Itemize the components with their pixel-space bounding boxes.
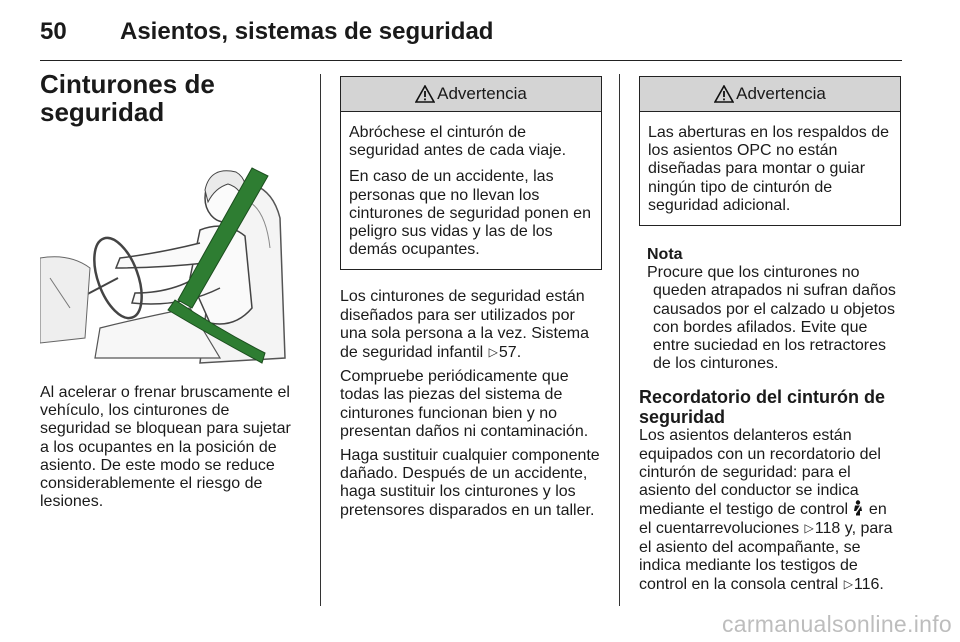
column-3 [639,66,901,600]
warning-text: Abróchese el cinturón de seguridad antes de cada viaje. [349,124,567,160]
watermark: carmanualsonline.info [721,611,952,637]
column-divider [619,74,620,606]
note-text: Procure que los cinturones no queden atrapados ni sufran daños causados por el calzado u objetos con bordes afilados. Evite que entre suciedad en los retractores de los cinturones. [647,264,896,373]
body-text: y, para el asiento del acompañante, se indica mediante los testigos de control en la consola central [639,520,893,594]
body-paragraph: Haga sustituir cualquier componente dañado. Después de un accidente, haga sustituir los cinturones y los pretensores disparados en un taller. [340,447,600,519]
page-header [40,14,902,61]
warning-header [640,77,900,112]
note-block [639,246,901,373]
warning-box [340,76,602,270]
body-paragraph [340,288,602,362]
warning-triangle-icon [415,85,435,103]
page-reference[interactable]: 57. [498,344,522,362]
column-1 [40,66,302,517]
warning-title: Advertencia [736,83,826,103]
body-text: Los asientos delanteros están equipados con un recordatorio del cinturón de seguridad: para el asiento del conductor se indica mediante el testigo de control [639,427,881,519]
warning-body [640,112,900,225]
warning-header [341,77,601,112]
reference-arrow-icon: ▷ [488,345,498,360]
warning-text: Las aberturas en los respaldos de los asientos OPC no están diseñadas para montar o guiar ningún tipo de cinturón de seguridad adicional. [648,124,890,214]
warning-box [639,76,901,226]
page-reference[interactable]: 116. [853,576,884,594]
page-reference[interactable]: 118 [814,520,841,538]
warning-triangle-icon [714,85,734,103]
body-text: en el cuentarrevoluciones [639,501,887,538]
note-label: Nota [647,246,683,264]
section-title: Cinturones de seguridad [40,69,215,127]
page-number: 50 [40,18,67,45]
body-paragraph: Compruebe periódicamente que todas las piezas del sistema de cinturones funcionan bien y no presentan daños ni contaminación. [340,368,589,440]
seatbelt-icon [852,500,864,516]
intro-paragraph: Al acelerar o frenar bruscamente el vehículo, los cinturones de seguridad se bloquean para sujetar a los ocupantes en la posición de asiento. De este modo se reduce considerablemente el riesgo de lesiones. [40,384,291,511]
subsection-title: Recordatorio del cinturón de seguridad [639,387,886,428]
column-2 [340,66,602,526]
reference-arrow-icon: ▷ [804,521,814,536]
warning-title: Advertencia [437,83,527,103]
reference-arrow-icon: ▷ [843,577,853,592]
page-title: Asientos, sistemas de seguridad [120,18,494,45]
warning-body [341,112,601,269]
seatbelt-illustration [40,158,303,366]
warning-text: En caso de un accidente, las personas que no llevan los cinturones de seguridad ponen en peligro sus vidas y las de los demás ocupantes. [349,168,591,259]
body-text: Los cinturones de seguridad están diseñados para ser utilizados por una sola persona a la vez. Sistema de seguridad infantil [340,288,590,362]
body-paragraph [639,427,901,594]
column-divider [320,74,321,606]
